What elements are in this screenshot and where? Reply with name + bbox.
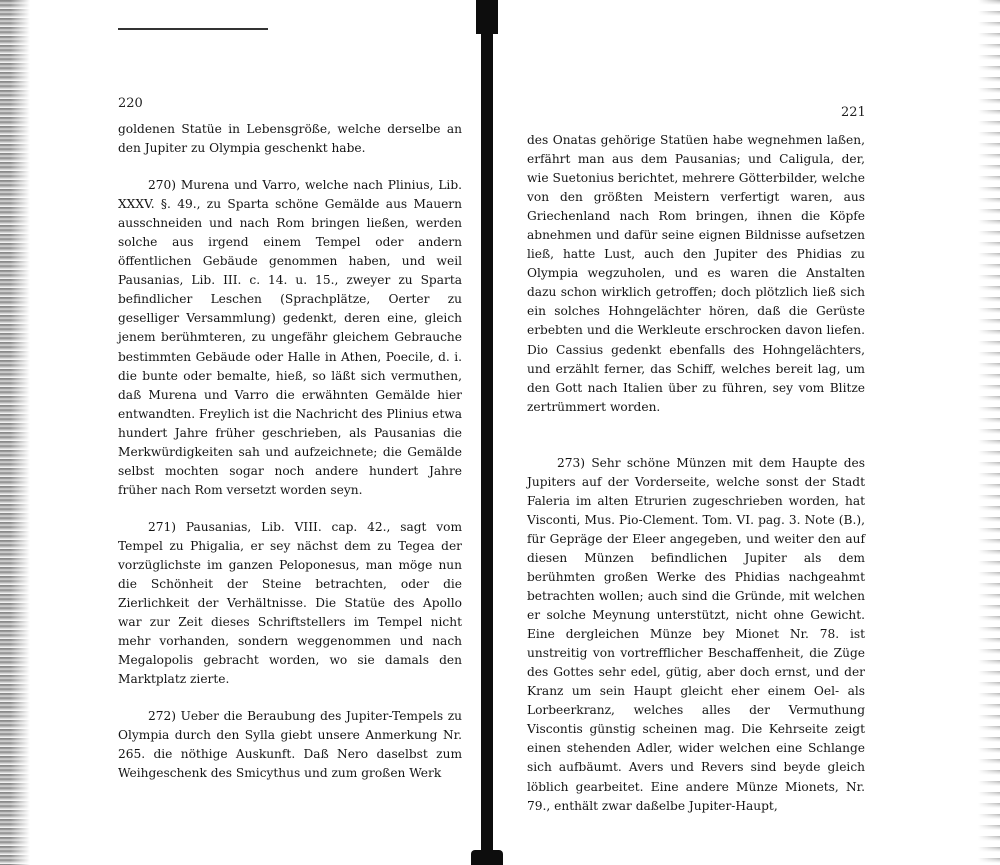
note-270-number: 270) — [148, 178, 177, 193]
note-271-text: Pausanias, Lib. VIII. cap. 42., sagt vom Tempel zu Phigalia, er sey nächst dem zu Tegea der vorzüglichste im ganzen Peloponesus, man möge nun die Schönheit der Steine betrachten, oder die Zierlichkeit der Verhältnisse. Die Statüe des Apollo war zur Zeit dieses Schriftstellers im Tempel nicht mehr vorhanden, sondern weggenommen und nach Megalopolis gebracht worden, wo sie damals den Marktplatz zierte. — [118, 519, 463, 687]
right-continuation-paragraph: des Onatas gehörige Statüen habe wegnehmen laßen, erfährt man aus dem Pausanias; und Caligula, der, wie Suetonius berichtet, mehrere Götterbilder, welche von den größten Meistern verfertigt waren, aus Griechenland nach Rom bringen, ihnen die Köpfe abnehmen und dafür seine eignen Bildnisse aufsetzen ließ, hatte Lust, auch den Jupiter des Phidias zu Olympia wegzuholen, und es waren die Anstalten dazu schon wirklich getroffen; doch plötzlich ließ sich ein solches Hohngelächter hören, daß die Gerüste erbebten und die Werkleute erschrocken davon liefen. Dio Cassius gedenkt ebenfalls des Hohngelächters, und erzählt ferner, das Schiff, welches bereit lag, um den Gott nach Italien über zu führen, sey vom Blitze zertrümmert worden. — [527, 133, 865, 414]
left-continuation-paragraph: goldenen Statüe in Lebensgröße, welche derselbe an den Jupiter zu Olympia geschenkt habe. — [118, 122, 462, 156]
note-270-text: Murena und Varro, welche nach Plinius, Lib. XXXV. §. 49., zu Sparta schöne Gemälde aus Mauern ausschneiden und nach Rom bringen ließen, werden solche aus irgend einem Tempel oder andern öffentlichen Gebäude genommen haben, und weil Pausanias, Lib. III. c. 14. u. 15., zweyer zu Sparta befindlicher Leschen (Sprachplätze, Oerter zu geselliger Versammlung) gedenkt, deren eine, gleich jenem berühmteren, zu ungefähr gleichem Gebrauche bestimmten Gebäude oder Halle in Athen, Poecile, d. i. die bunte oder bemalte, hieß, so läßt sich vermuthen, daß Murena und Varro die erwähnten Gemälde hier entwandten. Freylich ist die Nachricht des Plinius etwa hundert Jahre früher geschrieben, als Pausanias die Merkwürdigkeiten sah und aufzeichnete; die Gemälde selbst mochten sogar noch andere hundert Jahre früher nach Rom versetzt worden seyn. — [118, 178, 462, 497]
note-272 — [118, 707, 462, 783]
note-272-text: Ueber die Beraubung des Jupiter-Tempels zu Olympia durch den Sylla giebt unsere Anmerkung Nr. 265. die nöthige Auskunft. Daß Nero daselbst zum Weihgeschenk des Smicythus und zum großen Werk — [118, 709, 463, 781]
note-271 — [118, 518, 462, 689]
header-rule — [118, 28, 268, 30]
right-page-number: 221 — [841, 105, 866, 120]
note-273-text: Sehr schöne Münzen mit dem Haupte des Jupiters auf der Vorderseite, welche sonst der Stadt Faleria im alten Etrurien zugeschrieben worden, hat Visconti, Mus. Pio-Clement. Tom. VI. pag. 3. Note (B.), für Gepräge der Eleer angegeben, und weiter den auf diesen Münzen befindlichen Jupiter als dem berühmten großen Werke des Phidias nachgeahmt betrachten wollen; auch sind die Gründe, mit welchen er solche Meynung unterstützt, nicht ohne Gewicht. Eine dergleichen Münze bey Mionet Nr. 78. ist unstreitig von vortrefflicher Beschaffenheit, die Züge des Gottes sehr edel, gütig, aber doch ernst, und der Kranz um sein Haupt gleicht eher einem Oel- als Lorbeerkranz, welches alles der Vermuthung Viscontis günstig scheinen mag. Die Kehrseite zeigt einen stehenden Adler, wider welchen eine Schlange sich aufbäumt. Avers und Revers sind beyde gleich löblich gearbeitet. Eine andere Münze Mionets, Nr. 79., enthält zwar daßelbe Jupiter-Haupt, — [527, 455, 866, 813]
right-page-edge — [978, 0, 1000, 865]
note-272-number: 272) — [148, 709, 177, 724]
right-page-text — [527, 131, 865, 816]
book-gutter — [481, 0, 493, 865]
note-273 — [527, 454, 865, 816]
left-page-text — [118, 120, 462, 784]
note-271-number: 271) — [148, 519, 177, 534]
note-273-number: 273) — [557, 455, 586, 470]
gutter-shadow-bottom — [471, 850, 503, 865]
note-270 — [118, 176, 462, 500]
left-page-number: 220 — [118, 96, 143, 111]
left-page-edge — [0, 0, 30, 865]
